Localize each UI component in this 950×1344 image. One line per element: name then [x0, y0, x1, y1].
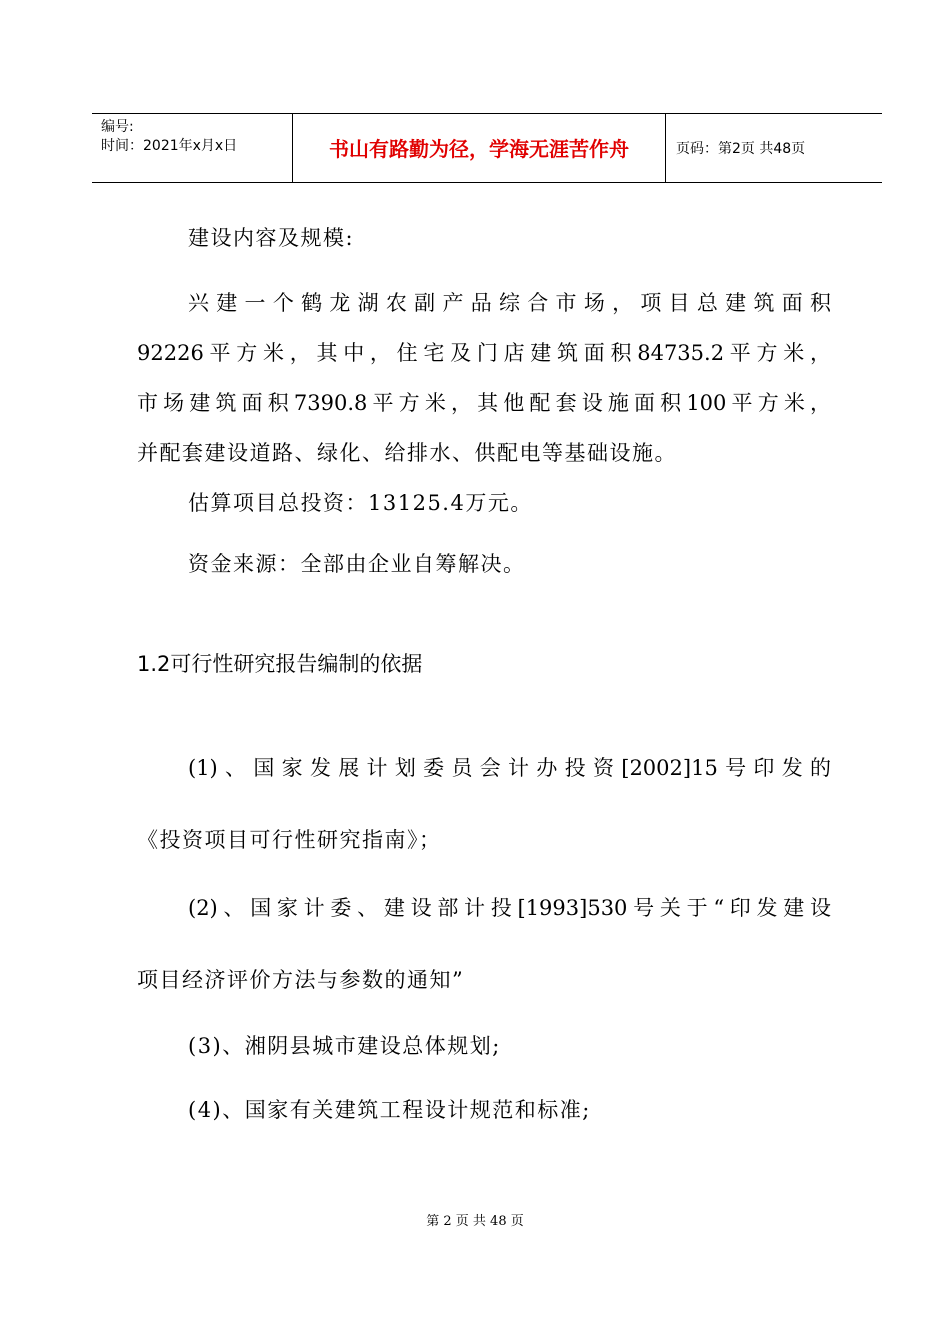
- page-footer: 第 2 页 共 48 页: [426, 1214, 524, 1229]
- header-motto-cell: [293, 114, 666, 182]
- header-page-cell: [666, 114, 882, 182]
- paragraph-construction-line-4: 并配套建设道路、绿化、给排水、供配电等基础设施。: [137, 441, 677, 465]
- code-label: 编号:: [101, 119, 134, 135]
- time-label: 时间：2021年x月x日: [101, 138, 238, 154]
- basis-item-2-line-2: 项目经济评价方法与参数的通知”: [137, 968, 465, 992]
- document-header: [92, 113, 882, 183]
- basis-item-4: (4)、国家有关建筑工程设计规范和标准;: [188, 1098, 591, 1122]
- header-meta-cell: [92, 114, 293, 182]
- motto-text: 书山有路勤为径，学海无涯苦作舟: [329, 137, 629, 161]
- paragraph-investment: 估算项目总投资：13125.4万元。: [188, 491, 533, 515]
- basis-item-1-line-1: (1)、国家发展计划委员会计办投资[2002]15号印发的: [188, 756, 831, 780]
- basis-item-2-line-1: (2)、国家计委、建设部计投[1993]530号关于“印发建设: [188, 896, 831, 920]
- basis-item-1-line-2: 《投资项目可行性研究指南》；: [137, 828, 442, 852]
- section-heading: 1.2可行性研究报告编制的依据: [137, 652, 423, 676]
- paragraph-funding: 资金来源：全部由企业自筹解决。: [188, 552, 526, 576]
- paragraph-construction-line-1: 兴建一个鹤龙湖农副产品综合市场，项目总建筑面积: [188, 291, 831, 315]
- basis-item-3: (3)、湘阴县城市建设总体规划;: [188, 1034, 501, 1058]
- paragraph-construction-title: 建设内容及规模:: [188, 226, 355, 250]
- paragraph-construction-line-2: 92226平方米，其中，住宅及门店建筑面积84735.2平方米，: [137, 341, 831, 365]
- page-info: 页码：第2页 共48页: [676, 141, 806, 157]
- paragraph-construction-line-3: 市场建筑面积7390.8平方米，其他配套设施面积100平方米，: [137, 391, 831, 415]
